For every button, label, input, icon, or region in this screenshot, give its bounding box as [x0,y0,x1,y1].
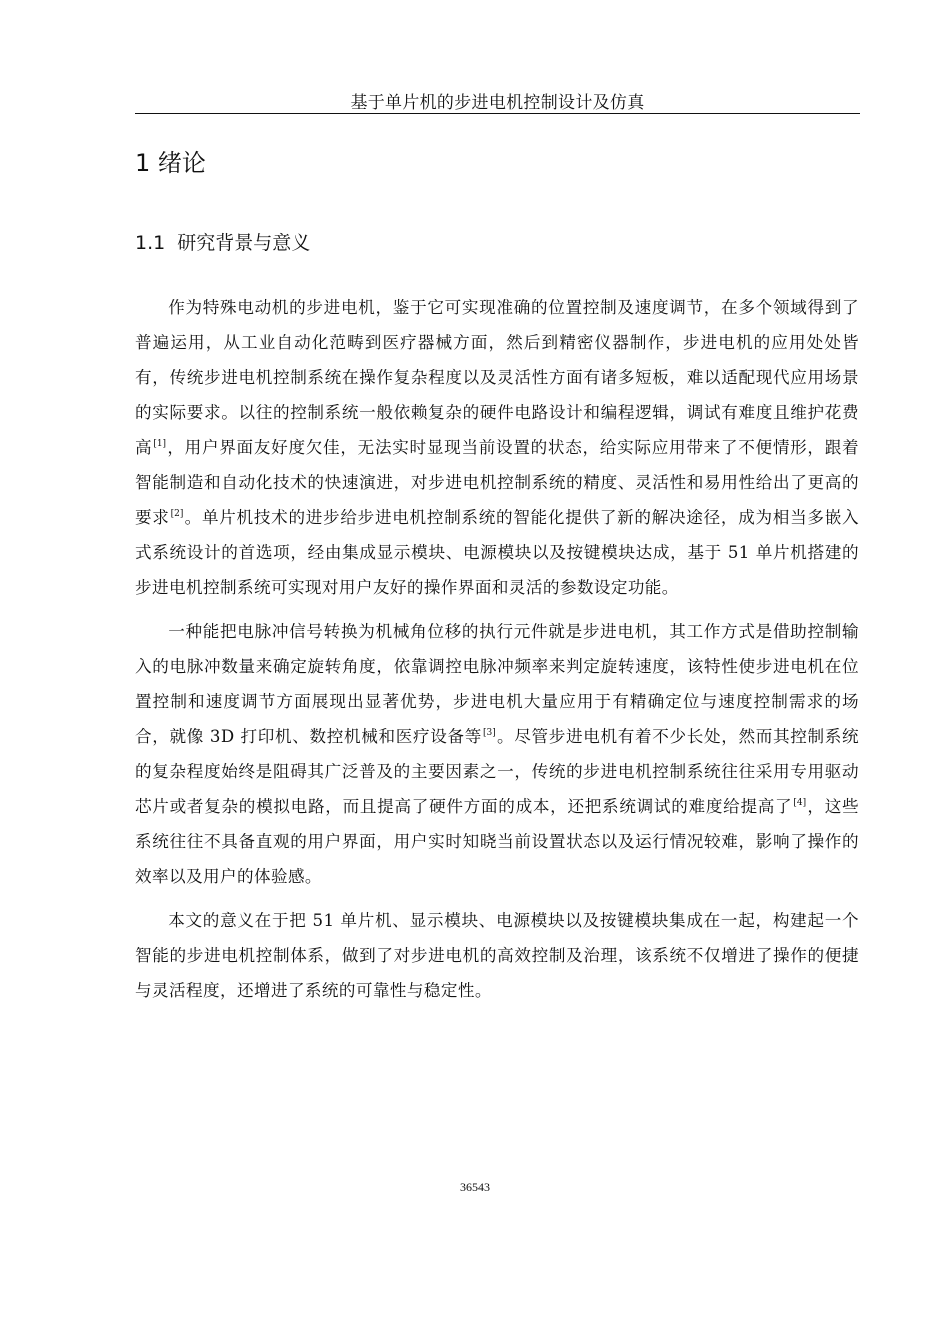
paragraph-2-text-3: ，这些系统往往不具备直观的用户界面，用户实时知晓当前设置状态以及运行情况较难，影响了操作的效率以及用户的体验感。 [135,797,860,886]
body-text [135,290,859,1017]
section-title [135,229,310,257]
paragraph-3-text-1: 本文的意义在于把 51 单片机、显示模块、电源模块以及按键模块集成在一起，构建起一个智能的步进电机控制体系，做到了对步进电机的高效控制及治理，该系统不仅增进了操作的便捷与灵活程度，还增进了系统的可靠性与稳定性。 [135,911,859,1000]
citation-4: [4] [793,798,807,808]
citation-3: [3] [483,728,496,738]
running-header: 基于单片机的步进电机控制设计及仿真 [350,93,645,113]
paragraph-2-text-1: 一种能把电脉冲信号转换为机械角位移的执行元件就是步进电机，其工作方式是借助控制输入的电脉冲数量来确定旋转角度，依靠调控电脉冲频率来判定旋转速度，该特性使步进电机在位置控制和速度调节方面展现出显著优势，步进电机大量应用于有精确定位与速度控制需求的场合，就像 3D 打印机、数控机械和医疗设备等 [135,622,859,746]
section-title-text: 研究背景与意义 [177,232,311,254]
paragraph-2-text-2: 。尽管步进电机有着不少长处，然而其控制系统的复杂程度始终是阻碍其广泛普及的主要因素之一，传统的步进电机控制系统往往采用专用驱动芯片或者复杂的模拟电路，而且提高了硬件方面的成本，还把系统调试的难度给提高了 [135,727,859,816]
paragraph-1-text-3: 。单片机技术的进步给步进电机控制系统的智能化提供了新的解决途径，成为相当多嵌入式系统设计的首选项，经由集成显示模块、电源模块以及按键模块达成，基于 51 单片机搭建的步进电机控制系统可实现对用户友好的操作界面和灵活的参数设定功能。 [135,508,859,597]
paragraph-1-text-1: 作为特殊电动机的步进电机，鉴于它可实现准确的位置控制及速度调节，在多个领域得到了普遍运用，从工业自动化范畴到医疗器械方面，然后到精密仪器制作，步进电机的应用处处皆有，传统步进电机控制系统在操作复杂程度以及灵活性方面有诸多短板，难以适配现代应用场景的实际要求。以往的控制系统一般依赖复杂的硬件电路设计和编程逻辑，调试有难度且维护花费高 [135,298,859,457]
citation-2: [2] [170,509,184,519]
header-rule [135,113,860,114]
chapter-title: 1 绪论 [135,149,206,177]
paragraph-1-text-2: ，用户界面友好度欠佳，无法实时显现当前设置的状态，给实际应用带来了不便情形，跟着智能制造和自动化技术的快速演进，对步进电机控制系统的精度、灵活性和易用性给出了更高的要求 [135,438,860,527]
page-number: 36543 [460,1180,490,1194]
section-number: 1.1 [135,232,166,254]
paragraph-2 [135,614,859,894]
citation-1: [1] [153,439,167,449]
paragraph-3 [135,903,859,1008]
paragraph-1 [135,290,859,605]
